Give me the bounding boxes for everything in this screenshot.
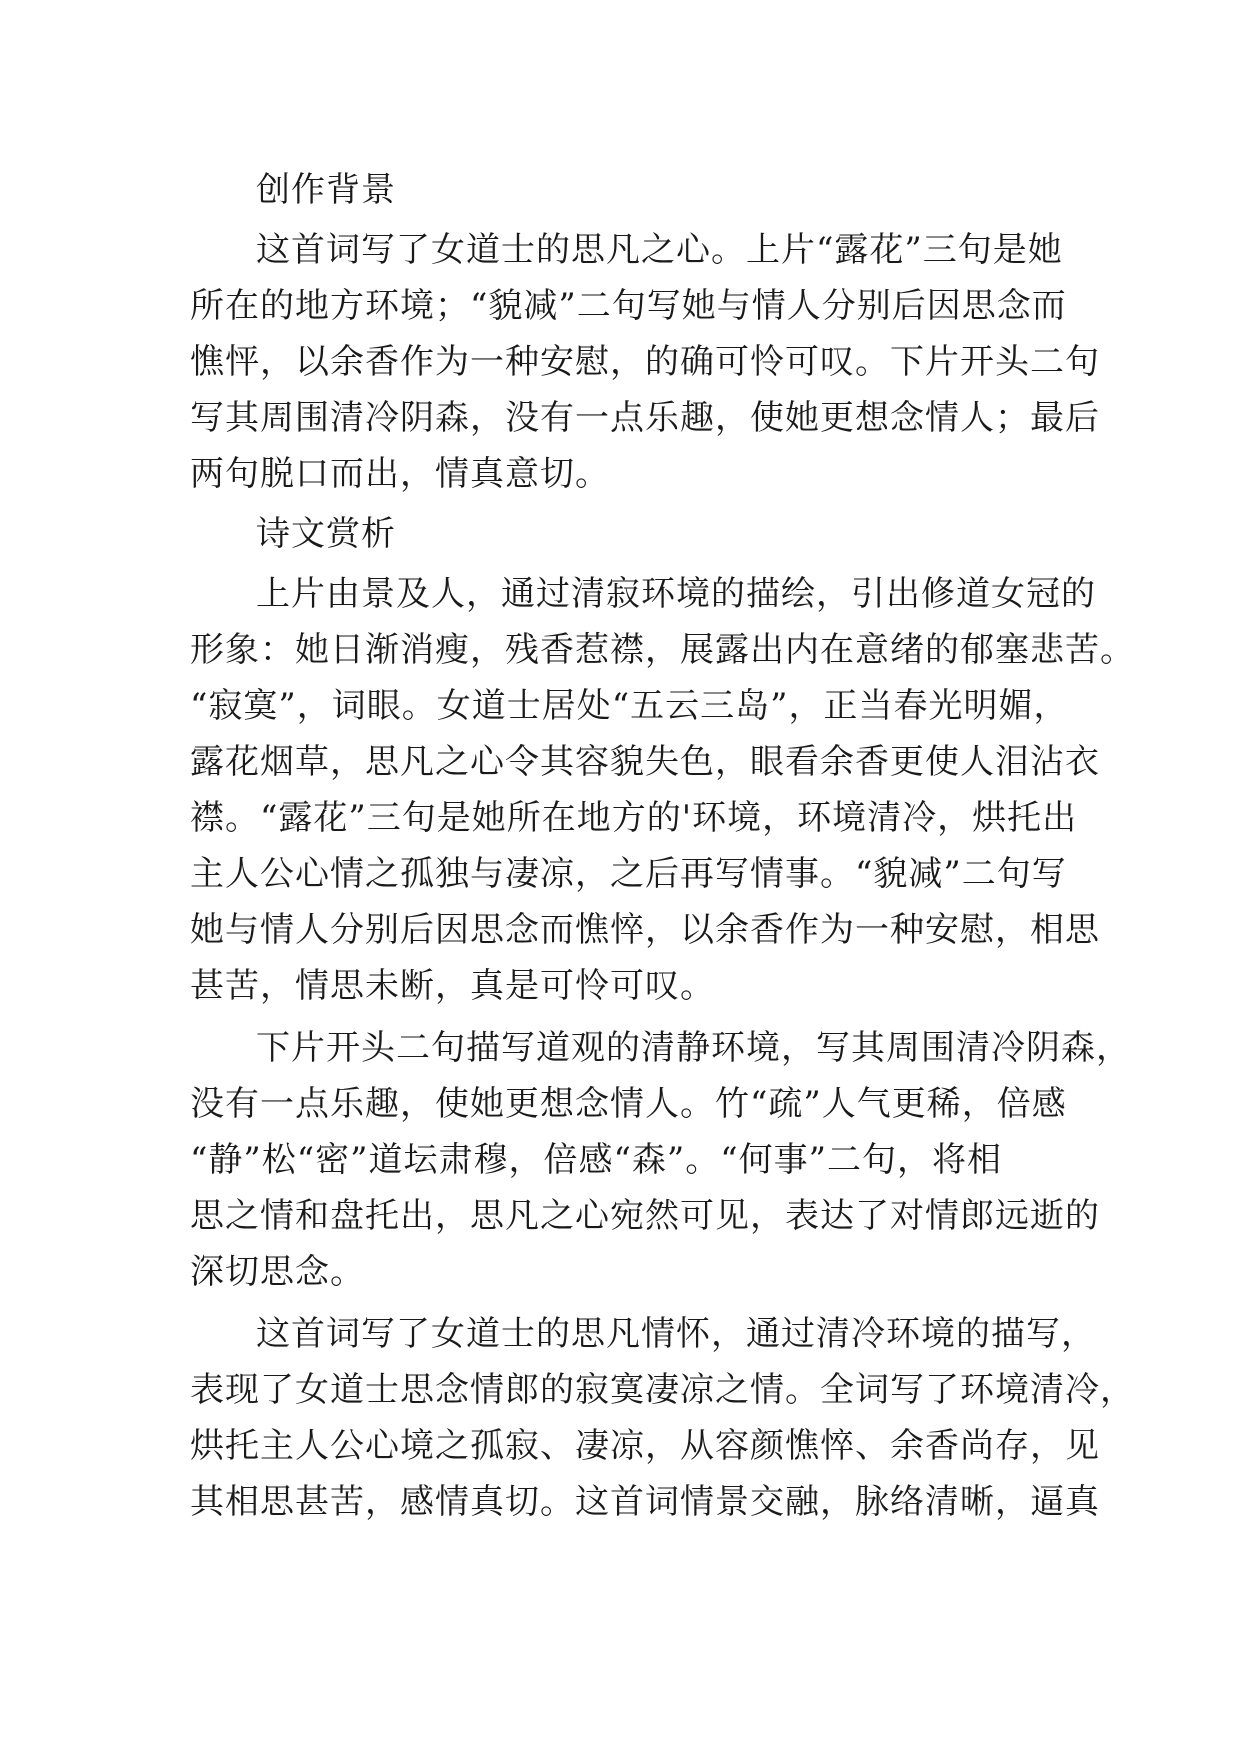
paragraph-line: 写其周围清冷阴森，没有一点乐趣，使她更想念情人；最后 bbox=[190, 398, 1100, 438]
paragraph-line: 烘托主人公心境之孤寂、凄凉，从容颜憔悴、余香尚存，见 bbox=[190, 1426, 1100, 1466]
paragraph-line: 襟。“露花”三句是她所在地方的'环境，环境清冷，烘托出 bbox=[190, 798, 1078, 838]
paragraph-line: 这首词写了女道士的思凡之心。上片“露花”三句是她 bbox=[256, 230, 1063, 270]
paragraph-line: 憔怦，以余香作为一种安慰，的确可怜可叹。下片开头二句 bbox=[190, 342, 1100, 382]
paragraph-analysis-1 bbox=[190, 566, 1135, 1014]
paragraph-line: 主人公心情之孤独与凄凉，之后再写情事。“貌减”二句写 bbox=[190, 854, 1067, 894]
section-heading-background: 创作背景 bbox=[256, 170, 396, 210]
paragraph-line: 思之情和盘托出，思凡之心宛然可见，表达了对情郎远逝的 bbox=[190, 1196, 1100, 1236]
paragraph-analysis-2 bbox=[190, 1020, 1131, 1300]
paragraph-analysis-3 bbox=[190, 1306, 1135, 1530]
paragraph-line: “寂寞”，词眼。女道士居处“五云三岛”，正当春光明媚， bbox=[190, 686, 1069, 726]
paragraph-line: 其相思甚苦，感情真切。这首词情景交融，脉络清晰，逼真 bbox=[190, 1482, 1100, 1522]
paragraph-background-1 bbox=[190, 222, 1100, 502]
paragraph-line: 形象：她日渐消瘦，残香惹襟，展露出内在意绪的郁塞悲苦。 bbox=[190, 630, 1135, 670]
paragraph-line: 下片开头二句描写道观的清静环境，写其周围清冷阴森， bbox=[256, 1028, 1131, 1068]
paragraph-line: “静”松“密”道坛肃穆，倍感“森”。“何事”二句，将相 bbox=[190, 1140, 1003, 1180]
paragraph-line: 深切思念。 bbox=[190, 1252, 365, 1292]
document-body bbox=[190, 162, 1135, 1530]
paragraph-line: 她与情人分别后因思念而憔悴，以余香作为一种安慰，相思 bbox=[190, 910, 1100, 950]
paragraph-line: 表现了女道士思念情郎的寂寞凄凉之情。全词写了环境清冷， bbox=[190, 1370, 1135, 1410]
paragraph-line: 没有一点乐趣，使她更想念情人。竹“疏”人气更稀，倍感 bbox=[190, 1084, 1067, 1124]
section-heading-analysis: 诗文赏析 bbox=[256, 514, 396, 554]
paragraph-line: 甚苦，情思未断，真是可怜可叹。 bbox=[190, 966, 715, 1006]
paragraph-line: 所在的地方环境；“貌减”二句写她与情人分别后因思念而 bbox=[190, 286, 1067, 326]
paragraph-line: 这首词写了女道士的思凡情怀，通过清冷环境的描写， bbox=[256, 1314, 1096, 1354]
paragraph-line: 两句脱口而出，情真意切。 bbox=[190, 454, 610, 494]
paragraph-line: 上片由景及人，通过清寂环境的描绘，引出修道女冠的 bbox=[256, 574, 1096, 614]
paragraph-line: 露花烟草，思凡之心令其容貌失色，眼看余香更使人泪沾衣 bbox=[190, 742, 1100, 782]
